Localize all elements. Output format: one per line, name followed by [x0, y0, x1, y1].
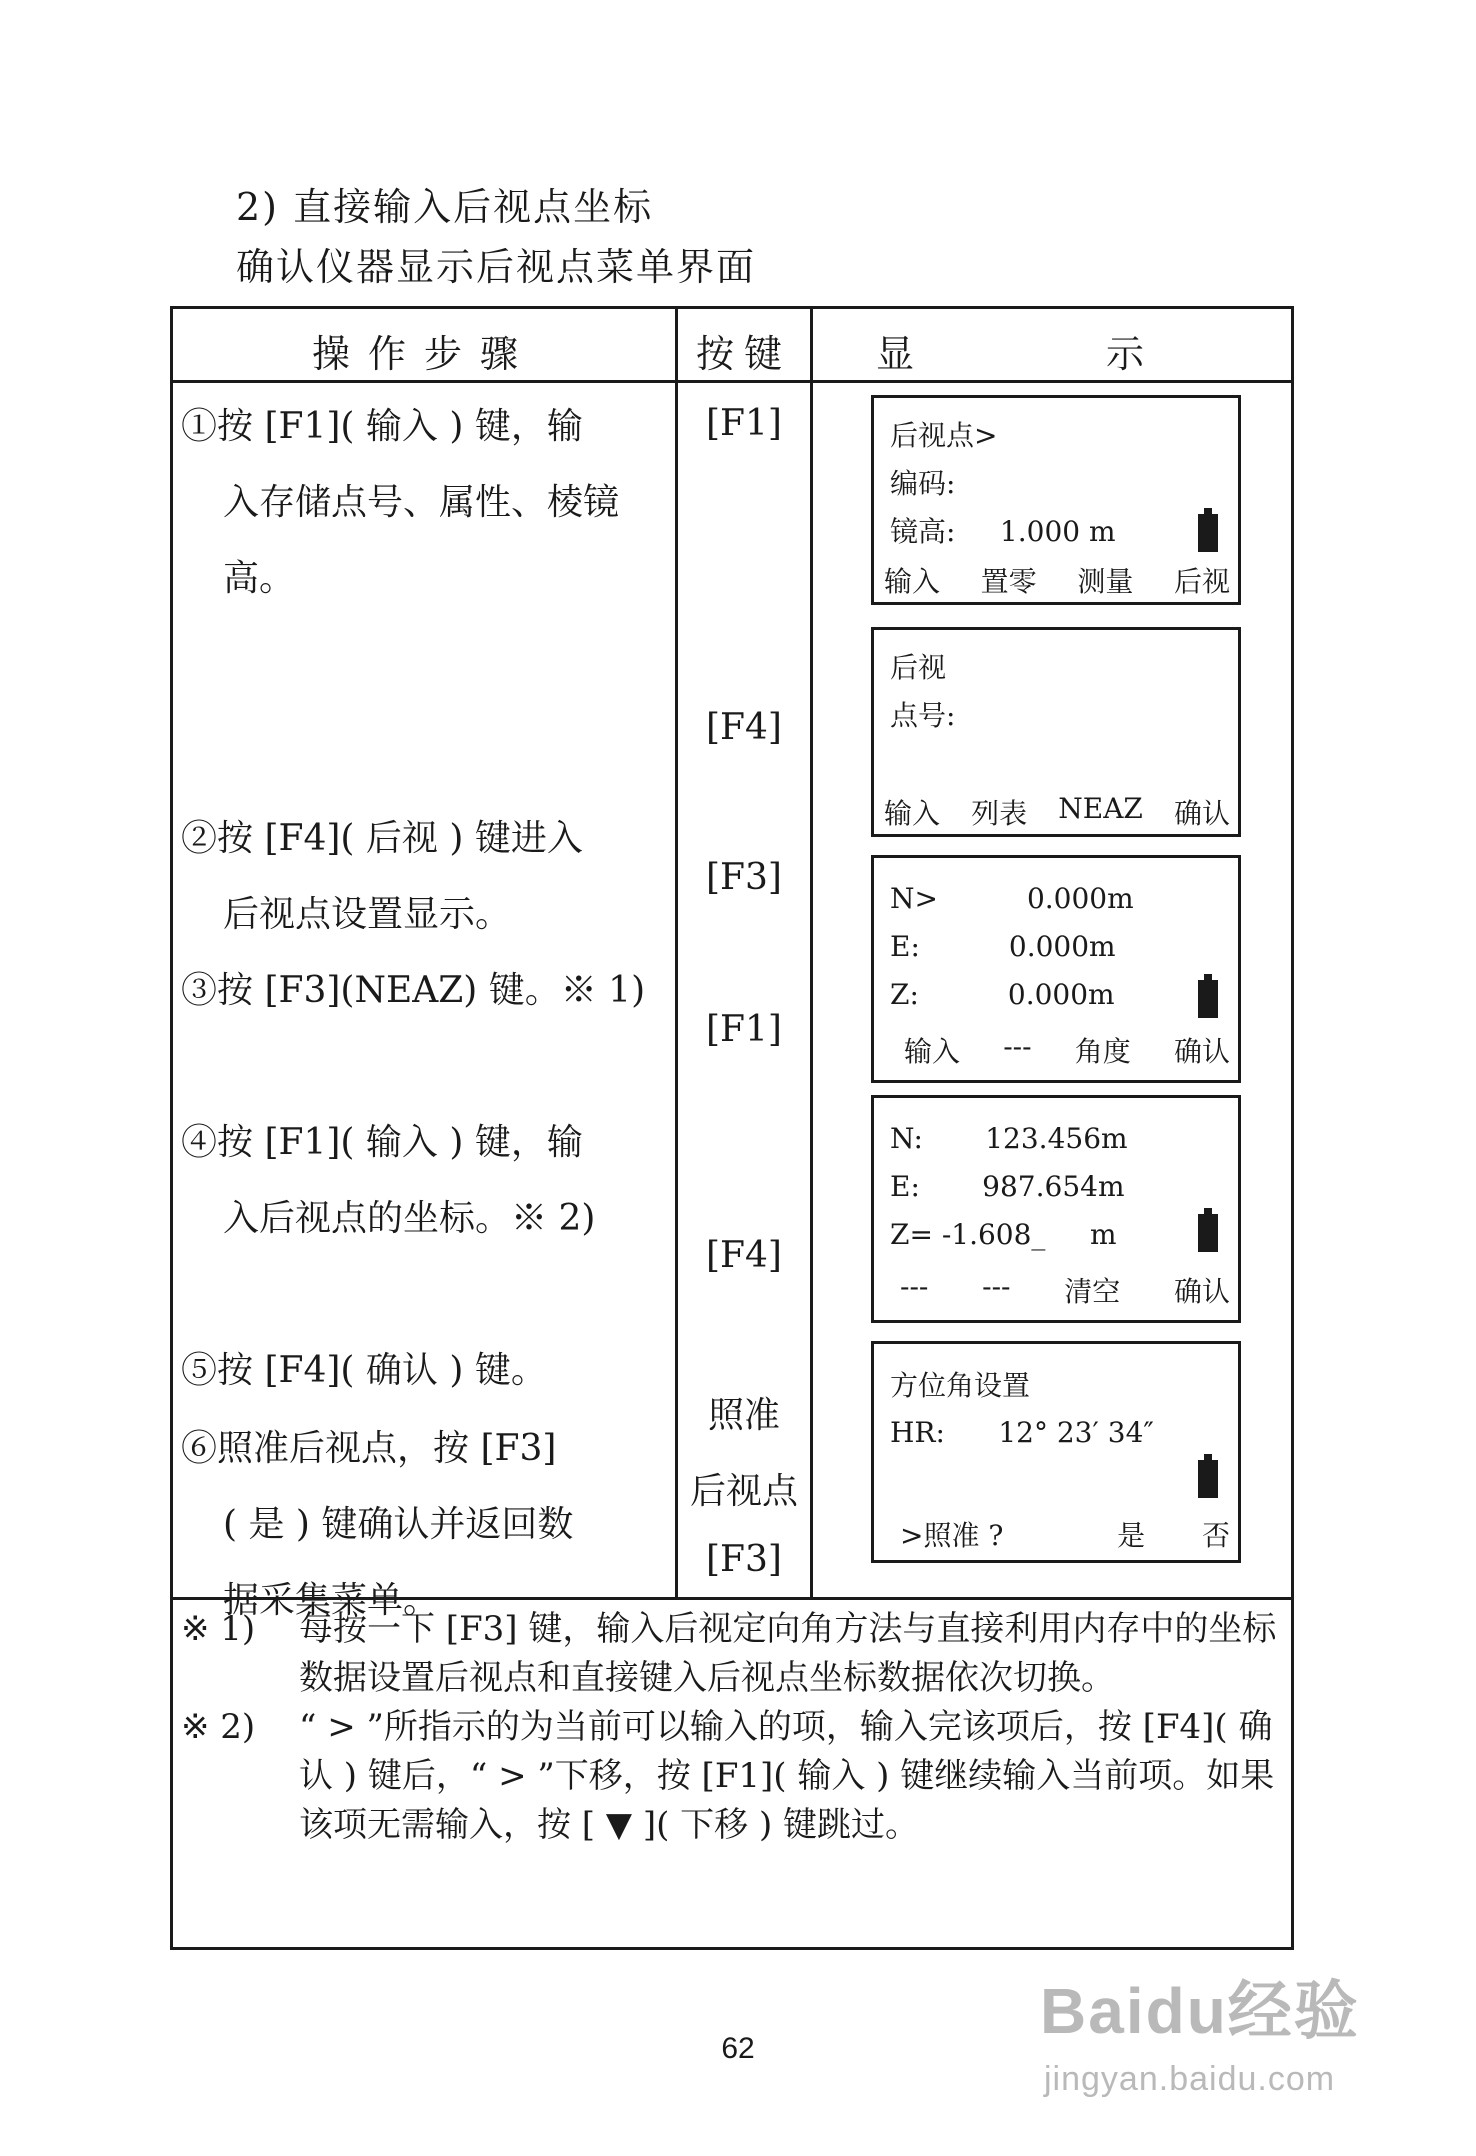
step-5: ⑤按 [F4]( 确认 ) 键。 — [181, 1350, 547, 1391]
key-backsight: 后视点 — [689, 1471, 798, 1512]
page-number: 62 — [721, 2032, 755, 2065]
display-screen-2: 后视 点号: 输入 列表 NEAZ 确认 — [871, 627, 1241, 837]
display-screen-4: N: 123.456m E: 987.654m Z= -1.608_ m --- --- 清空 确认 — [871, 1095, 1241, 1323]
key-f3: [F3] — [706, 1539, 782, 1580]
step-1: ①按 [F1]( 输入 ) 键，输 入存储点号、属性、棱镜 高。 — [181, 406, 620, 599]
header-divider — [173, 380, 1291, 383]
step-6: ⑥照准后视点，按 [F3] ( 是 ) 键确认并返回数 据采集菜单。 — [181, 1428, 574, 1621]
battery-icon — [1198, 514, 1218, 552]
key-aim: 照准 — [707, 1395, 780, 1436]
key-f3: [F3] — [706, 857, 782, 898]
watermark-logo: Baidu经验 — [1040, 1975, 1360, 2047]
section-subheading: 确认仪器显示后视点菜单界面 — [236, 245, 757, 289]
key-f1: [F1] — [706, 1009, 782, 1050]
section-heading: 2) 直接输入后视点坐标 — [236, 185, 654, 229]
battery-icon — [1198, 980, 1218, 1018]
step-2: ②按 [F4]( 后视 ) 键进入 后视点设置显示。 — [181, 818, 583, 935]
key-f1: [F1] — [706, 403, 782, 444]
softkey-bar: --- --- 清空 确认 — [900, 1270, 1230, 1308]
softkey-bar: 输入 --- 角度 确认 — [904, 1030, 1230, 1068]
key-f4: [F4] — [706, 707, 782, 748]
baidu-watermark — [1040, 1960, 1380, 2120]
softkey-bar: 输入 置零 测量 后视 — [884, 565, 1230, 598]
header-steps: 操作步骤 — [311, 332, 536, 376]
softkey-bar: >照准 ? 是 否 — [900, 1519, 1230, 1552]
column-divider — [810, 309, 813, 1597]
display-screen-1: 后视点> 编码: 镜高: 1.000 m 输入 置零 测量 后视 — [871, 395, 1241, 605]
display-screen-3: N> 0.000m E: 0.000m Z: 0.000m 输入 --- 角度 确认 — [871, 855, 1241, 1083]
watermark-url: jingyan.baidu.com — [1044, 2060, 1336, 2098]
header-keys: 按键 — [695, 332, 792, 376]
battery-icon — [1198, 1460, 1218, 1498]
footnotes — [181, 1605, 1291, 1850]
key-f4: [F4] — [706, 1235, 782, 1276]
step-3: ③按 [F3](NEAZ) 键。※ 1) — [181, 970, 646, 1011]
header-display: 显 示 — [875, 332, 1235, 376]
battery-icon — [1198, 1214, 1218, 1252]
footnote-1: ※ 1) 每按一下 [F3] 键，输入后视定向角方法与直接利用内存中的坐标数据设置后视点和直接键入后视点坐标数据依次切换。 — [181, 1609, 1277, 1698]
step-4: ④按 [F1]( 输入 ) 键，输 入后视点的坐标。※ 2) — [181, 1122, 596, 1239]
softkey-bar: 输入 列表 NEAZ 确认 — [884, 792, 1230, 830]
footnote-2: ※ 2) “ > ”所指示的为当前可以输入的项，输入完该项后，按 [F4]( 确认 ) 键后，“ > ”下移，按 [F1]( 输入 ) 键继续输入当前项。如果该项无需输入，按 [ ▼ ]( 下移 ) 键跳过。 — [181, 1707, 1275, 1845]
display-screen-5: 方位角设置 HR: 12° 23′ 34″ >照准 ? 是 否 — [871, 1341, 1241, 1563]
procedure-table — [170, 306, 1294, 1950]
